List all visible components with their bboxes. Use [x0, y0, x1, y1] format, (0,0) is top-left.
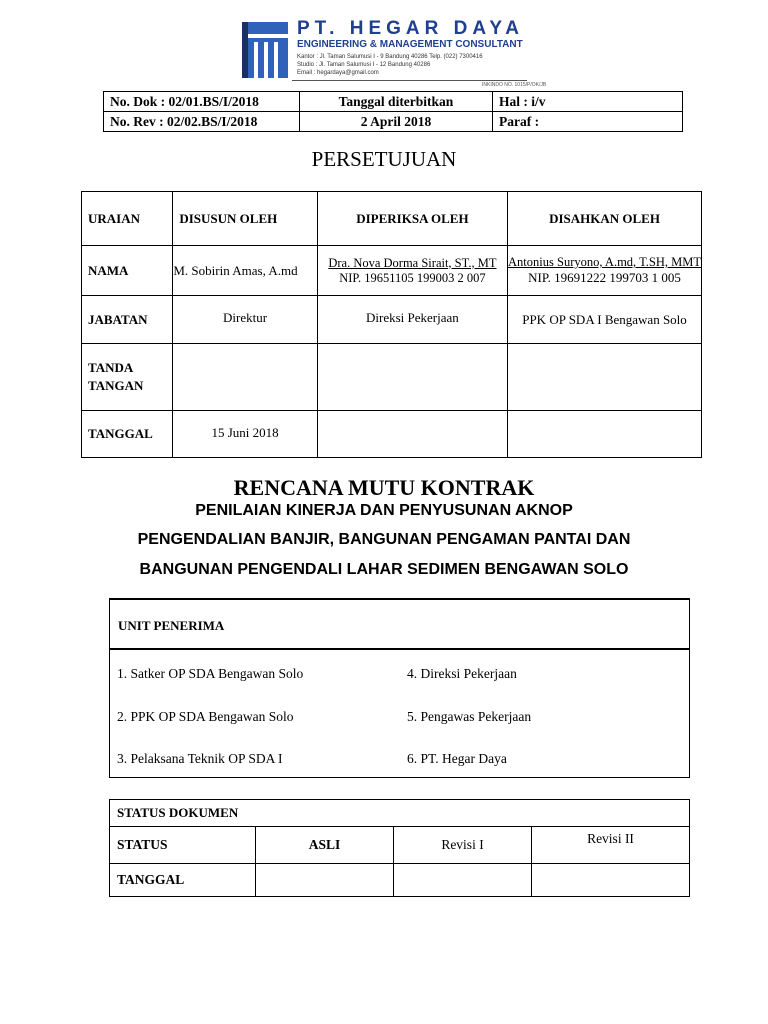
nama-disahkan: Antonius Suryono, A.md, T.SH, MMT [508, 255, 701, 269]
paraf-field: Paraf : [493, 112, 683, 132]
signature-diperiksa [317, 344, 507, 411]
status-dokumen-heading: STATUS DOKUMEN [110, 800, 690, 827]
unit-penerima-heading: UNIT PENERIMA [118, 618, 225, 633]
jabatan-disahkan: PPK OP SDA I Bengawan Solo [508, 296, 702, 344]
rencana-title: RENCANA MUTU KONTRAK [233, 475, 535, 500]
status-asli: ASLI [256, 827, 394, 864]
header-diperiksa: DIPERIKSA OLEH [317, 192, 507, 246]
header-disusun: DISUSUN OLEH [173, 192, 317, 246]
status-revisi-2: Revisi II [532, 827, 690, 864]
status-dokumen-table [109, 799, 690, 897]
signature-disahkan [508, 344, 702, 411]
tangan-label: TANGAN [88, 378, 144, 393]
address-kantor: Kantor : Jl. Taman Salumusi I - 9 Bandung 40286 Telp. (022) 7300416 [297, 54, 483, 60]
tanggal-revisi-1 [394, 864, 532, 897]
nip-diperiksa: NIP. 19651105 199003 2 007 [339, 270, 486, 285]
signature-disusun [173, 344, 317, 411]
jabatan-diperiksa: Direksi Pekerjaan [317, 296, 507, 344]
tanggal-disusun: 15 Juni 2018 [173, 411, 317, 458]
tanggal-diperiksa [317, 411, 507, 458]
rev-number: No. Rev : 02/02.BS/I/2018 [104, 112, 300, 132]
company-logo [240, 20, 290, 80]
label-jabatan: JABATAN [82, 296, 173, 344]
label-tanda-tangan [82, 344, 173, 411]
unit-item: 2. PPK OP SDA Bengawan Solo [117, 709, 294, 724]
address-studio: Studio : Jl. Taman Salumusi I - 12 Bandung 40286 [297, 62, 431, 68]
label-tanggal: TANGGAL [82, 411, 173, 458]
page-number: Hal : i/v [493, 92, 683, 112]
issue-date-label: Tanggal diterbitkan [300, 92, 493, 112]
document-info-table [103, 91, 683, 132]
nama-diperiksa-cell [317, 246, 507, 296]
tanggal-revisi-2 [532, 864, 690, 897]
header-uraian: URAIAN [82, 192, 173, 246]
unit-item: 4. Direksi Pekerjaan [407, 666, 517, 681]
company-tagline: ENGINEERING & MANAGEMENT CONSULTANT [297, 39, 523, 50]
nip-disahkan: NIP. 19691222 199703 1 005 [528, 270, 681, 285]
unit-penerima-header [110, 600, 689, 650]
doc-number: No. Dok : 02/01.BS/I/2018 [104, 92, 300, 112]
header-disahkan: DISAHKAN OLEH [508, 192, 702, 246]
nama-disahkan-cell [508, 246, 702, 296]
iso-number: INKINDO NO. 1015/P/OK/JB [482, 82, 547, 88]
nama-disusun: M. Sobirin Amas, A.md [173, 246, 317, 296]
nama-diperiksa: Dra. Nova Dorma Sirait, ST., MT [328, 255, 497, 270]
rencana-line-2: PENGENDALIAN BANJIR, BANGUNAN PENGAMAN PANTAI DAN [137, 531, 631, 548]
company-name: PT. HEGAR DAYA [297, 18, 524, 39]
rencana-line-3: BANGUNAN PENGENDALI LAHAR SEDIMEN BENGAWAN SOLO [139, 561, 629, 578]
label-status: STATUS [110, 827, 256, 864]
tanggal-disahkan [508, 411, 702, 458]
contact-email: Email : hegardaya@gmail.com [297, 70, 379, 76]
label-nama: NAMA [82, 246, 173, 296]
unit-item: 5. Pengawas Pekerjaan [407, 709, 532, 724]
approval-table [81, 191, 702, 458]
approval-heading: PERSETUJUAN [311, 147, 457, 171]
unit-penerima-box [109, 598, 690, 778]
letterhead-divider [292, 80, 527, 81]
status-revisi-1: Revisi I [394, 827, 532, 864]
rencana-line-1: PENILAIAN KINERJA DAN PENYUSUNAN AKNOP [195, 502, 573, 519]
label-status-tanggal: TANGGAL [110, 864, 256, 897]
jabatan-disusun: Direktur [173, 296, 317, 344]
unit-item: 3. Pelaksana Teknik OP SDA I [117, 751, 283, 766]
unit-item: 1. Satker OP SDA Bengawan Solo [117, 666, 304, 681]
issue-date-value: 2 April 2018 [300, 112, 493, 132]
tanggal-asli [256, 864, 394, 897]
tanda-label: TANDA [88, 360, 134, 375]
unit-item: 6. PT. Hegar Daya [407, 751, 507, 766]
